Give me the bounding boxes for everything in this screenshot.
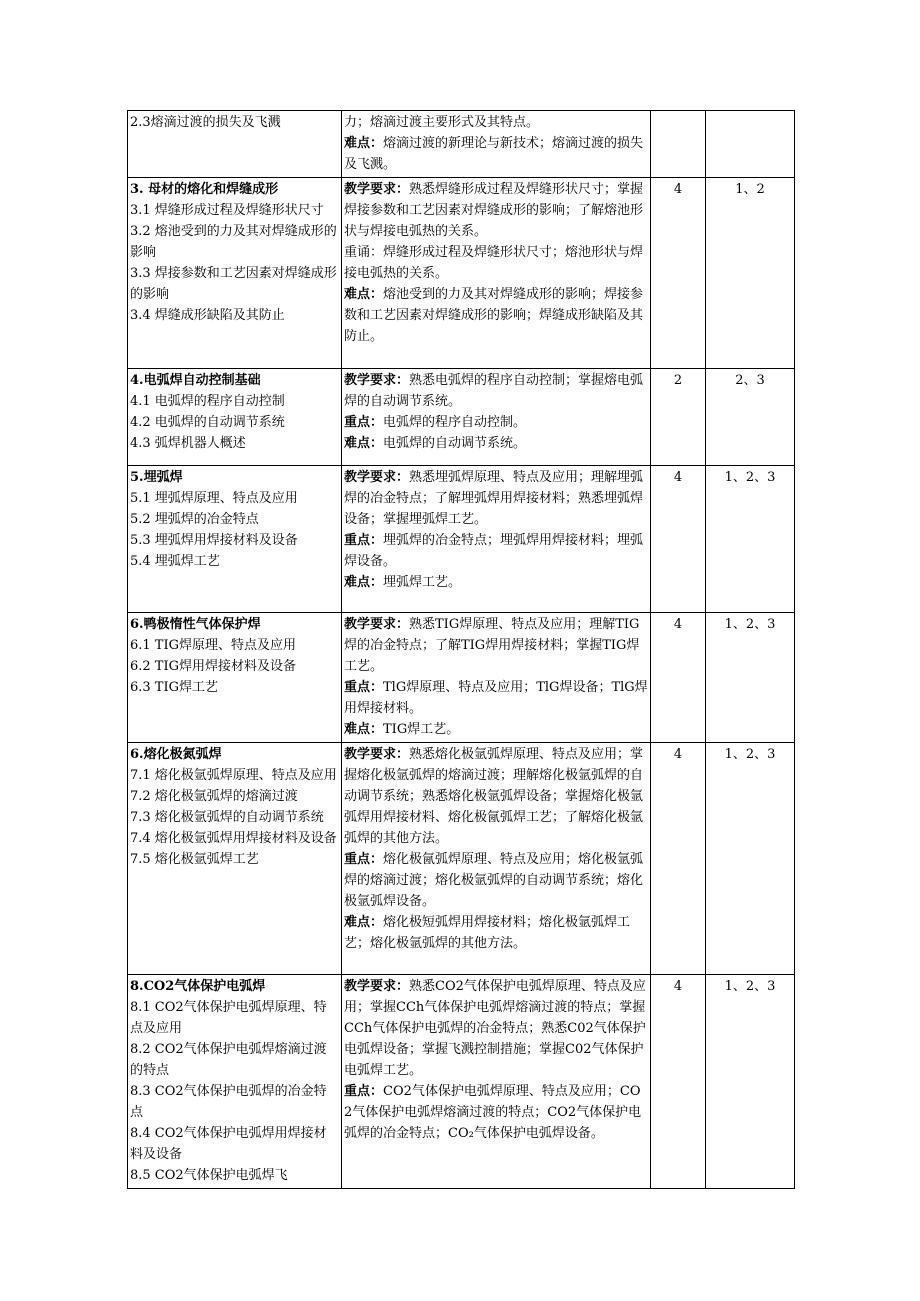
- chapter-item: 4.3 弧焊机器人概述: [130, 436, 246, 451]
- entry-label: 重点：: [344, 680, 384, 695]
- requirement-entry: [344, 112, 648, 133]
- requirements-cell: [342, 975, 651, 1189]
- chapter-item: 8.2 CO2气体保护电弧焊熔滴过渡的特点: [130, 1042, 327, 1078]
- requirement-entry: [344, 412, 648, 433]
- entry-text: 熔滴过渡的新理论与新技术；熔滴过渡的损失及飞溅。: [344, 136, 644, 172]
- chapter-item: 4.1 电弧焊的程序自动控制: [130, 394, 285, 409]
- objectives-cell: 1、2、3: [706, 975, 795, 1189]
- entry-text: 熟悉TIG焊原理、特点及应用；理解TIG焊的冶金特点；了解TIG焊用焊接材料；掌握TIG焊工艺。: [344, 617, 640, 674]
- hours-cell: 4: [651, 178, 706, 369]
- entry-label: 教学要求：: [344, 747, 410, 762]
- chapter-cell: [128, 613, 342, 743]
- requirements-cell: [342, 178, 651, 369]
- chapter-item: 3.4 焊缝成形缺陷及其防止: [130, 308, 285, 323]
- entry-text: TlG焊原理、特点及应用；TlG焊设备；TlG焊用焊接材料。: [344, 680, 648, 716]
- table-row: [128, 975, 795, 1189]
- entry-label: 教学要求：: [344, 470, 410, 485]
- requirement-entry: [344, 677, 648, 719]
- chapter-item: 8.3 CO2气体保护电弧焊的冶金特点: [130, 1084, 327, 1120]
- entry-label: 难点：: [344, 722, 384, 737]
- entry-text: TIG焊工艺。: [383, 722, 460, 737]
- entry-text: 埋弧焊的冶金特点；埋弧焊用焊接材料；埋弧焊设备。: [344, 533, 644, 569]
- chapter-item: 5.3 埋弧焊用焊接材料及设备: [130, 533, 298, 548]
- entry-label: 教学要求：: [344, 617, 410, 632]
- entry-label: 重点：: [344, 1084, 384, 1099]
- entry-label: 教学要求：: [344, 979, 410, 994]
- requirements-cell: [342, 613, 651, 743]
- entry-text: 电弧焊的自动调节系统。: [383, 436, 527, 451]
- chapter-title: 6.熔化极氮弧焊: [130, 747, 222, 762]
- chapter-item: 3.1 焊缝形成过程及焊缝形状尺寸: [130, 203, 324, 218]
- chapter-item: 7.1 熔化极氩弧焊原理、特点及应用: [130, 768, 337, 783]
- entry-label: 难点：: [344, 436, 384, 451]
- entry-label: 难点：: [344, 915, 384, 930]
- chapter-title: 5.埋弧焊: [130, 470, 183, 485]
- entry-text: CO2气体保护电弧焊原理、特点及应用；CO2气体保护电弧焊熔滴过渡的特点；CO2气体保护电弧焊的冶金特点；CO₂气体保护电弧焊设备。: [344, 1084, 642, 1141]
- table-row: [128, 369, 795, 466]
- chapter-cell: [128, 178, 342, 369]
- chapter-item: 7.5 熔化极氩弧焊工艺: [130, 852, 259, 867]
- entry-label: 重点：: [344, 415, 384, 430]
- objectives-cell: 1、2、3: [706, 743, 795, 975]
- entry-text: 熔池受到的力及其对焊缝成形的影响；焊接参数和工艺因素对焊缝成形的影响；焊缝成形缺陷及其防止。: [344, 287, 644, 344]
- chapter-item: 5.1 埋弧焊原理、特点及应用: [130, 491, 298, 506]
- chapter-title: 3. 母材的熔化和焊缝成形: [130, 182, 279, 197]
- requirement-entry: [344, 467, 648, 530]
- requirement-entry: [344, 284, 648, 347]
- entry-label: 难点：: [344, 575, 384, 590]
- requirement-entry: [344, 976, 648, 1081]
- requirements-cell: [342, 466, 651, 613]
- chapter-item: 6.2 TIG焊用焊接材料及设备: [130, 659, 296, 674]
- chapter-item: 7.3 熔化极氩弧焊的自动调节系统: [130, 810, 324, 825]
- chapter-item: 2.3熔滴过渡的损失及飞溅: [130, 115, 281, 130]
- chapter-cell: [128, 466, 342, 613]
- chapter-cell: [128, 369, 342, 466]
- hours-cell: 4: [651, 466, 706, 613]
- chapter-cell: [128, 743, 342, 975]
- hours-cell: 2: [651, 369, 706, 466]
- entry-text: 熟悉熔化极氩弧焊原理、特点及应用；掌握熔化极氩弧焊的熔滴过渡；理解熔化极氩弧焊的自动调节系统；熟悉熔化极氩弧焊设备；掌握熔化极氩弧焊用焊接材料、熔化极氤弧焊工艺；了解熔化极氩弧焊的其他方法。: [344, 747, 644, 846]
- requirement-entry: [344, 133, 648, 175]
- chapter-item: 8.1 CO2气体保护电弧焊原理、特点及应用: [130, 1000, 327, 1036]
- requirement-entry: [344, 179, 648, 242]
- chapter-title: 8.CO2气体保护电弧焊: [130, 979, 266, 994]
- chapter-cell: [128, 111, 342, 178]
- table-row: [128, 111, 795, 178]
- entry-text: 熔化极氤弧焊原理、特点及应用；熔化极氩弧焊的熔滴过渡；熔化极氩弧焊的自动调节系统；熔化极氩弧焊设备。: [344, 852, 644, 909]
- entry-text: 熟悉CO2气体保护电弧焊原理、特点及应用；掌握CCh气体保护电弧焊熔滴过渡的特点；掌握CCh气体保护电弧焊的冶金特点；熟悉C02气体保护电弧焊设备；掌握飞溅控制措施；掌握C02气体保护电弧焊工艺。: [344, 979, 646, 1078]
- entry-text: 熔化极短弧焊用焊接材料；熔化极氩弧焊工艺；熔化极氩弧焊的其他方法。: [344, 915, 631, 951]
- requirement-entry: [344, 530, 648, 572]
- requirements-cell: [342, 743, 651, 975]
- requirement-entry: [344, 370, 648, 412]
- chapter-item: 7.2 熔化极氩弧焊的熔滴过渡: [130, 789, 298, 804]
- chapter-item: 3.2 熔池受到的力及其对焊缝成形的影响: [130, 224, 337, 260]
- entry-label: 重点：: [344, 533, 384, 548]
- entry-label: 难点：: [344, 136, 384, 151]
- chapter-item: 8.4 CO2气体保护电弧焊用焊接材料及设备: [130, 1126, 327, 1162]
- requirement-entry: [344, 719, 648, 740]
- syllabus-body: [128, 111, 795, 1189]
- objectives-cell: [706, 111, 795, 178]
- objectives-cell: 1、2、3: [706, 613, 795, 743]
- entry-text: 重诵：焊缝形成过程及焊缝形状尺寸；熔池形状与焊接电弧热的关系。: [344, 245, 644, 281]
- requirement-entry: [344, 614, 648, 677]
- hours-cell: 4: [651, 743, 706, 975]
- chapter-item: 6.3 TIG焊工艺: [130, 680, 218, 695]
- objectives-cell: 1、2、3: [706, 466, 795, 613]
- requirement-entry: [344, 1081, 648, 1144]
- entry-label: 教学要求：: [344, 373, 410, 388]
- requirement-entry: [344, 744, 648, 849]
- requirement-entry: [344, 572, 648, 593]
- entry-text: 熟悉埋弧焊原理、特点及应用；理解埋弧焊的冶金特点；了解埋弧焊用焊接材料；熟悉埋弧焊设备；掌握埋弧焊工艺。: [344, 470, 644, 527]
- chapter-item: 4.2 电弧焊的自动调节系统: [130, 415, 285, 430]
- chapter-cell: [128, 975, 342, 1189]
- chapter-title: 6.鸭极惰性气体保护焊: [130, 617, 261, 632]
- table-row: [128, 613, 795, 743]
- hours-cell: 4: [651, 975, 706, 1189]
- table-row: [128, 743, 795, 975]
- entry-label: 难点：: [344, 287, 384, 302]
- hours-cell: [651, 111, 706, 178]
- chapter-item: 5.4 埋弧焊工艺: [130, 554, 220, 569]
- entry-text: 熟悉焊缝形成过程及焊缝形状尺寸；掌握焊接参数和工艺因素对焊缝成形的影响；了解熔池形状与焊接电弧热的关系。: [344, 182, 644, 239]
- objectives-cell: 1、2: [706, 178, 795, 369]
- entry-text: 埋弧焊工艺。: [383, 575, 462, 590]
- entry-text: 熟悉电弧焊的程序自动控制；掌握熔电弧焊的自动调节系统。: [344, 373, 644, 409]
- hours-cell: 4: [651, 613, 706, 743]
- chapter-item: 3.3 焊接参数和工艺因素对焊缝成形的影响: [130, 266, 337, 302]
- table-row: [128, 466, 795, 613]
- table-row: [128, 178, 795, 369]
- entry-text: 力；熔滴过渡主要形式及其特点。: [344, 115, 540, 130]
- chapter-item: 7.4 熔化极氩弧焊用焊接材料及设备: [130, 831, 337, 846]
- requirement-entry: [344, 849, 648, 912]
- syllabus-table: [127, 110, 795, 1189]
- requirement-entry: [344, 242, 648, 284]
- entry-text: 电弧焊的程序自动控制。: [383, 415, 527, 430]
- requirement-entry: [344, 912, 648, 954]
- requirements-cell: [342, 369, 651, 466]
- requirements-cell: [342, 111, 651, 178]
- chapter-item: 5.2 埋弧焊的冶金特点: [130, 512, 259, 527]
- objectives-cell: 2、3: [706, 369, 795, 466]
- entry-label: 重点：: [344, 852, 384, 867]
- entry-label: 教学要求：: [344, 182, 410, 197]
- requirement-entry: [344, 433, 648, 454]
- chapter-item: 6.1 TIG焊原理、特点及应用: [130, 638, 296, 653]
- chapter-item: 8.5 CO2气体保护电弧焊飞: [130, 1168, 288, 1183]
- chapter-title: 4.电弧焊自动控制基础: [130, 373, 261, 388]
